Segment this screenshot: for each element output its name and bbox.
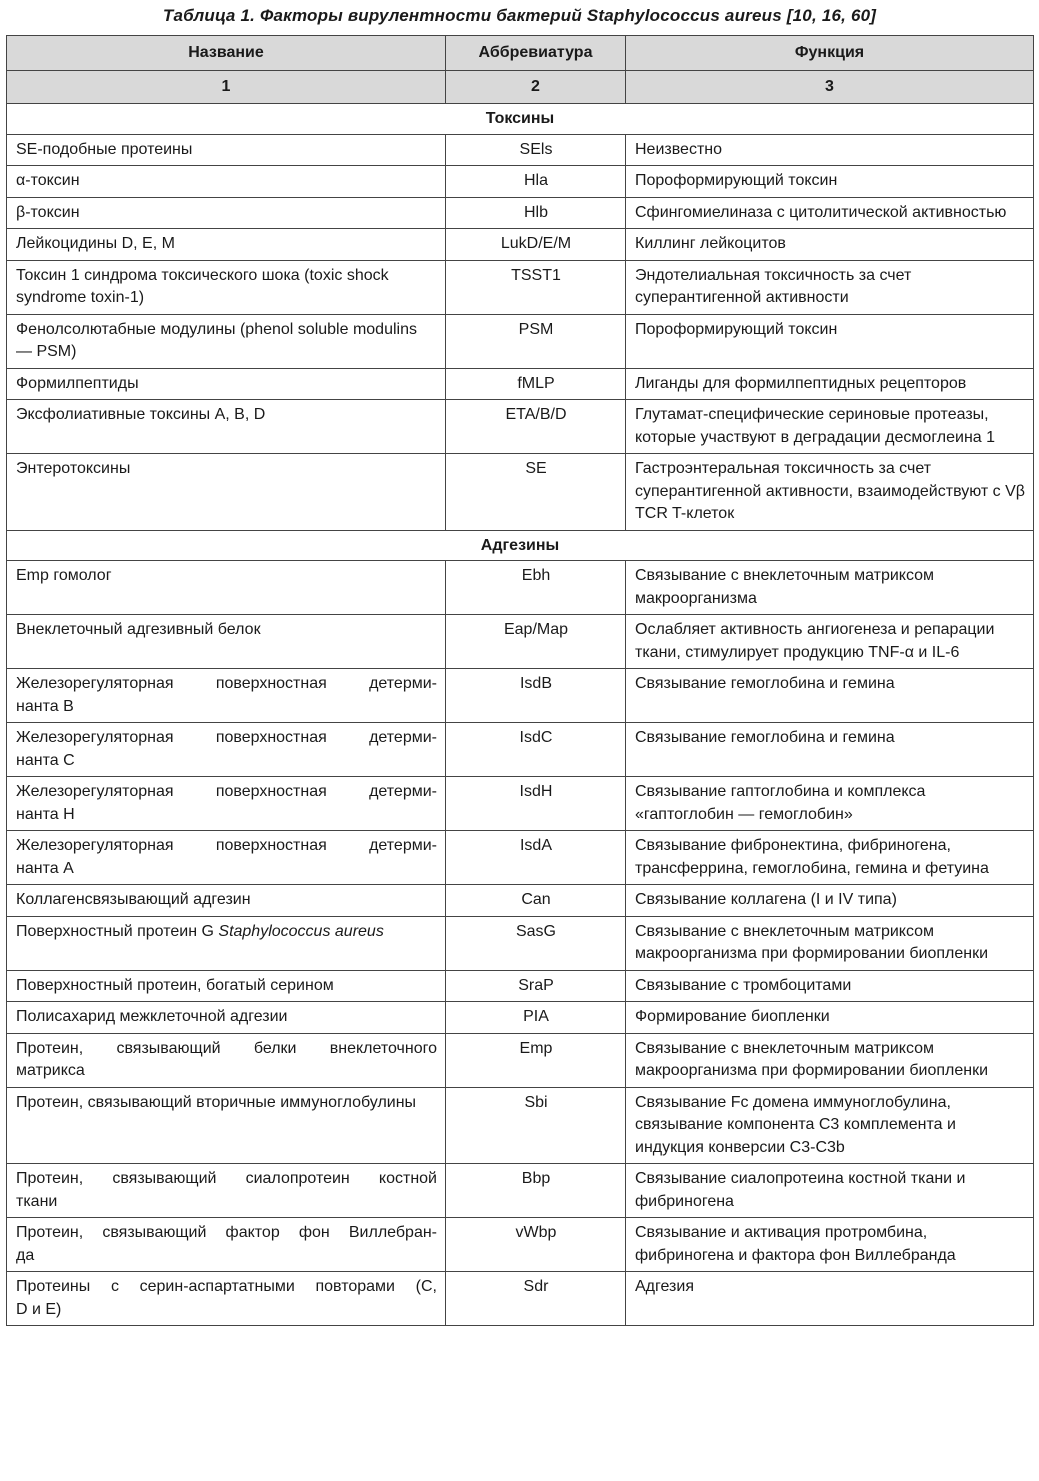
factor-name: Поверхностный протеин, богатый серином (7, 970, 446, 1002)
table-row (7, 229, 1034, 261)
column-number: 1 (7, 71, 446, 104)
factor-function: Связывание коллагена (I и IV типа) (626, 885, 1034, 917)
table-row (7, 970, 1034, 1002)
column-number: 2 (446, 71, 626, 104)
factor-abbreviation: PIA (446, 1002, 626, 1034)
table-row (7, 1272, 1034, 1326)
factor-abbreviation: Sbi (446, 1087, 626, 1164)
factor-abbreviation: TSST1 (446, 260, 626, 314)
factor-function: Связывание с внеклеточным матриксом макроорганизма (626, 561, 1034, 615)
factor-name-line: да (16, 1246, 35, 1264)
table-row (7, 368, 1034, 400)
factor-name (7, 1164, 446, 1218)
table-row (7, 723, 1034, 777)
factor-name-line: Протеины с серин-аспартатными повторами (C, (16, 1278, 437, 1295)
factor-name: Коллагенсвязывающий адгезин (7, 885, 446, 917)
table-row (7, 1164, 1034, 1218)
factor-name (7, 1272, 446, 1326)
factor-abbreviation: Emp (446, 1033, 626, 1087)
factor-name-line: D и E) (16, 1300, 62, 1318)
table-row (7, 1033, 1034, 1087)
table-row (7, 314, 1034, 368)
factor-name-line: нанта H (16, 805, 75, 823)
factor-function: Киллинг лейкоцитов (626, 229, 1034, 261)
factor-function: Связывание Fc домена иммуноглобулина, связывание компонента C3 комплемента и индукция конверсии C3-C3b (626, 1087, 1034, 1164)
factor-abbreviation: Hlb (446, 197, 626, 229)
factor-name: Emp гомолог (7, 561, 446, 615)
table-row (7, 166, 1034, 198)
factor-abbreviation: IsdB (446, 669, 626, 723)
factor-name-line: Железорегуляторная поверхностная детерми- (16, 837, 437, 854)
section-title: Токсины (7, 104, 1034, 135)
table-row (7, 615, 1034, 669)
factor-function: Глутамат-специфические сериновые протеазы, которые участвуют в деградации десмоглеина 1 (626, 400, 1034, 454)
table-row (7, 1218, 1034, 1272)
table-row (7, 1087, 1034, 1164)
factor-name-line: Железорегуляторная поверхностная детерми- (16, 729, 437, 746)
table-row (7, 561, 1034, 615)
factor-function: Связывание с внеклеточным матриксом макроорганизма при формировании биопленки (626, 1033, 1034, 1087)
factor-function: Связывание и активация протромбина, фибриногена и фактора фон Виллебранда (626, 1218, 1034, 1272)
factor-abbreviation: SE (446, 454, 626, 531)
factor-name: Лейкоцидины D, E, M (7, 229, 446, 261)
factor-abbreviation: Bbp (446, 1164, 626, 1218)
factor-name: SE-подобные протеины (7, 134, 446, 166)
factor-name-line: Протеин, связывающий фактор фон Виллебран- (16, 1224, 437, 1241)
header-function: Функция (626, 36, 1034, 71)
factor-name-species: Staphylococcus aureus (218, 922, 384, 940)
factor-name-line: нанта B (16, 697, 74, 715)
factor-name: Фенолсолютабные модулины (phenol soluble modulins — PSM) (7, 314, 446, 368)
factor-function: Пороформирующий токсин (626, 166, 1034, 198)
factor-function: Связывание сиалопротеина костной ткани и фибриногена (626, 1164, 1034, 1218)
header-name: Название (7, 36, 446, 71)
virulence-factors-table (6, 35, 1034, 1326)
header-abbreviation: Аббревиатура (446, 36, 626, 71)
factor-function: Адгезия (626, 1272, 1034, 1326)
factor-abbreviation: PSM (446, 314, 626, 368)
factor-function: Связывание гемоглобина и гемина (626, 723, 1034, 777)
column-number: 3 (626, 71, 1034, 104)
table-row (7, 669, 1034, 723)
factor-name: Эксфолиативные токсины A, B, D (7, 400, 446, 454)
factor-abbreviation: SasG (446, 916, 626, 970)
factor-function: Сфингомиелиназа с цитолитической активностью (626, 197, 1034, 229)
factor-abbreviation: Can (446, 885, 626, 917)
table-header (7, 36, 1034, 104)
factor-name-line: ткани (16, 1192, 58, 1210)
factor-abbreviation: SraP (446, 970, 626, 1002)
factor-name: α-токсин (7, 166, 446, 198)
factor-name (7, 1218, 446, 1272)
factor-abbreviation: fMLP (446, 368, 626, 400)
table-row (7, 197, 1034, 229)
factor-name-line: Железорегуляторная поверхностная детерми- (16, 783, 437, 800)
factor-abbreviation: Ebh (446, 561, 626, 615)
section-header-row (7, 104, 1034, 135)
factor-name: β-токсин (7, 197, 446, 229)
table-row (7, 831, 1034, 885)
table-row (7, 1002, 1034, 1034)
factor-function: Связывание с внеклеточным матриксом макроорганизма при формировании биопленки (626, 916, 1034, 970)
table-body (7, 104, 1034, 1326)
factor-name (7, 777, 446, 831)
factor-abbreviation: Hla (446, 166, 626, 198)
factor-abbreviation: IsdH (446, 777, 626, 831)
factor-name: Полисахарид межклеточной адгезии (7, 1002, 446, 1034)
section-title: Адгезины (7, 530, 1034, 561)
factor-abbreviation: IsdA (446, 831, 626, 885)
table-row (7, 916, 1034, 970)
table-row (7, 777, 1034, 831)
factor-function: Связывание гаптоглобина и комплекса «гаптоглобин — гемоглобин» (626, 777, 1034, 831)
factor-name (7, 831, 446, 885)
factor-function: Гастроэнтеральная токсичность за счет суперантигенной активности, взаимодействуют с Vβ TCR T-клеток (626, 454, 1034, 531)
factor-abbreviation: Eap/Map (446, 615, 626, 669)
factor-function: Ослабляет активность ангиогенеза и репарации ткани, стимулирует продукцию TNF-α и IL-6 (626, 615, 1034, 669)
factor-function: Пороформирующий токсин (626, 314, 1034, 368)
factor-function: Эндотелиальная токсичность за счет суперантигенной активности (626, 260, 1034, 314)
factor-function: Неизвестно (626, 134, 1034, 166)
factor-name (7, 916, 446, 970)
factor-name (7, 669, 446, 723)
factor-abbreviation: SEls (446, 134, 626, 166)
factor-abbreviation: IsdC (446, 723, 626, 777)
table-row (7, 134, 1034, 166)
factor-function: Связывание гемоглобина и гемина (626, 669, 1034, 723)
table-row (7, 260, 1034, 314)
factor-name-line: нанта C (16, 751, 75, 769)
table-row (7, 454, 1034, 531)
factor-name: Энтеротоксины (7, 454, 446, 531)
factor-name-text: Поверхностный протеин G (16, 922, 219, 940)
factor-abbreviation: LukD/E/M (446, 229, 626, 261)
factor-name-line: матрикса (16, 1062, 85, 1079)
factor-name-line: Протеин, связывающий сиалопротеин костной (16, 1170, 437, 1187)
factor-name (7, 1033, 446, 1087)
factor-name-line: Железорегуляторная поверхностная детерми- (16, 675, 437, 692)
factor-name (7, 723, 446, 777)
factor-name-line: нанта A (16, 859, 74, 877)
section-header-row (7, 530, 1034, 561)
factor-function: Формирование биопленки (626, 1002, 1034, 1034)
factor-function: Связывание фибронектина, фибриногена, трансферрина, гемоглобина, гемина и фетуина (626, 831, 1034, 885)
factor-function: Лиганды для формилпептидных рецепторов (626, 368, 1034, 400)
factor-name: Внеклеточный адгезивный белок (7, 615, 446, 669)
factor-name: Формилпептиды (7, 368, 446, 400)
table-row (7, 885, 1034, 917)
factor-abbreviation: ETA/B/D (446, 400, 626, 454)
factor-abbreviation: vWbp (446, 1218, 626, 1272)
table-row (7, 400, 1034, 454)
factor-name: Токсин 1 синдрома токсического шока (toxic shock syndrome toxin-1) (7, 260, 446, 314)
factor-name: Протеин, связывающий вторичные иммуноглобулины (7, 1087, 446, 1164)
factor-function: Связывание с тромбоцитами (626, 970, 1034, 1002)
table-caption: Таблица 1. Факторы вирулентности бактерий Staphylococcus aureus [10, 16, 60] (162, 6, 877, 25)
factor-abbreviation: Sdr (446, 1272, 626, 1326)
factor-name-line: Протеин, связывающий белки внеклеточного (16, 1039, 437, 1057)
